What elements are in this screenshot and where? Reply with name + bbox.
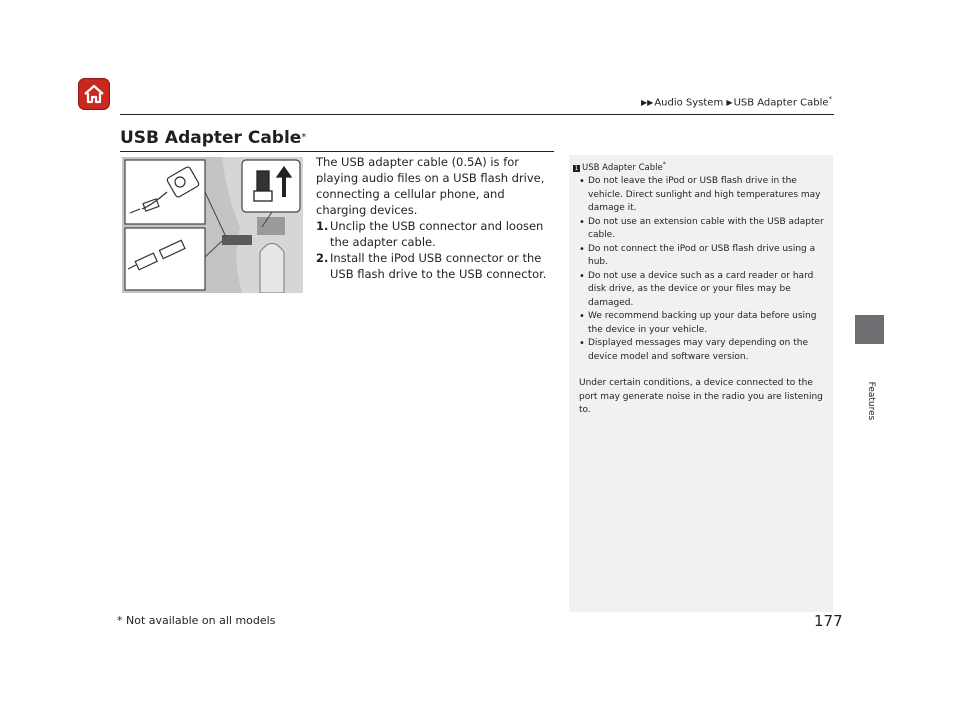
sidebar-bullet: • Do not use an extension cable with the USB adapter cable. <box>579 216 825 243</box>
breadcrumb-item-usb-adapter-cable[interactable]: USB Adapter Cable <box>733 97 829 109</box>
footnote: * Not available on all models <box>117 614 276 627</box>
step-item <box>316 250 552 282</box>
page-title: USB Adapter Cable* <box>120 128 307 148</box>
step-number: 1. <box>316 219 329 233</box>
notes-sidebar <box>569 155 833 612</box>
sidebar-note: Under certain conditions, a device connected to the port may generate noise in the radio you are listening to. <box>579 378 823 415</box>
breadcrumb-arrow-icon: ▶ <box>726 98 733 108</box>
sidebar-bullet-list <box>579 175 825 364</box>
sidebar-bullet: • Do not connect the iPod or USB flash drive using a hub. <box>579 243 825 270</box>
title-asterisk: * <box>301 132 307 143</box>
title-divider <box>120 151 554 152</box>
intro-paragraph: The USB adapter cable (0.5A) is for playing audio files on a USB flash drive, connecting a cellular phone, and charging devices. <box>316 155 545 217</box>
sidebar-bullet: • Do not use a device such as a card reader or hard disk drive, as the device or your files may be damaged. <box>579 270 825 311</box>
home-button[interactable] <box>78 78 110 110</box>
breadcrumb-asterisk: * <box>828 95 833 103</box>
body-text <box>316 154 552 282</box>
header-divider <box>120 114 834 115</box>
step-item <box>316 218 552 250</box>
breadcrumb <box>641 92 832 110</box>
step-text: Unclip the USB connector and loosen the adapter cable. <box>330 219 544 249</box>
breadcrumb-arrow-icon: ▶▶ <box>641 98 654 108</box>
step-text: Install the iPod USB connector or the USB flash drive to the USB connector. <box>330 251 547 281</box>
sidebar-title-asterisk: * <box>662 161 666 168</box>
sidebar-bullet: • Displayed messages may vary depending on the device model and software version. <box>579 337 825 364</box>
breadcrumb-item-audio-system[interactable]: Audio System <box>654 97 724 109</box>
sidebar-bullet: • Do not leave the iPod or USB flash drive in the vehicle. Direct sunlight and high temperatures may damage it. <box>579 175 825 216</box>
sidebar-title: 1 USB Adapter Cable* <box>574 161 666 173</box>
sidebar-bullet: • We recommend backing up your data before using the device in your vehicle. <box>579 310 825 337</box>
page-number: 177 <box>814 612 843 630</box>
step-number: 2. <box>316 251 329 265</box>
note-marker-icon: 1 <box>574 164 579 172</box>
step-list <box>316 218 552 282</box>
chapter-tab[interactable] <box>855 315 884 344</box>
chapter-label: Features <box>866 381 876 421</box>
home-icon <box>82 82 106 106</box>
usb-connector-illustration <box>122 157 303 293</box>
